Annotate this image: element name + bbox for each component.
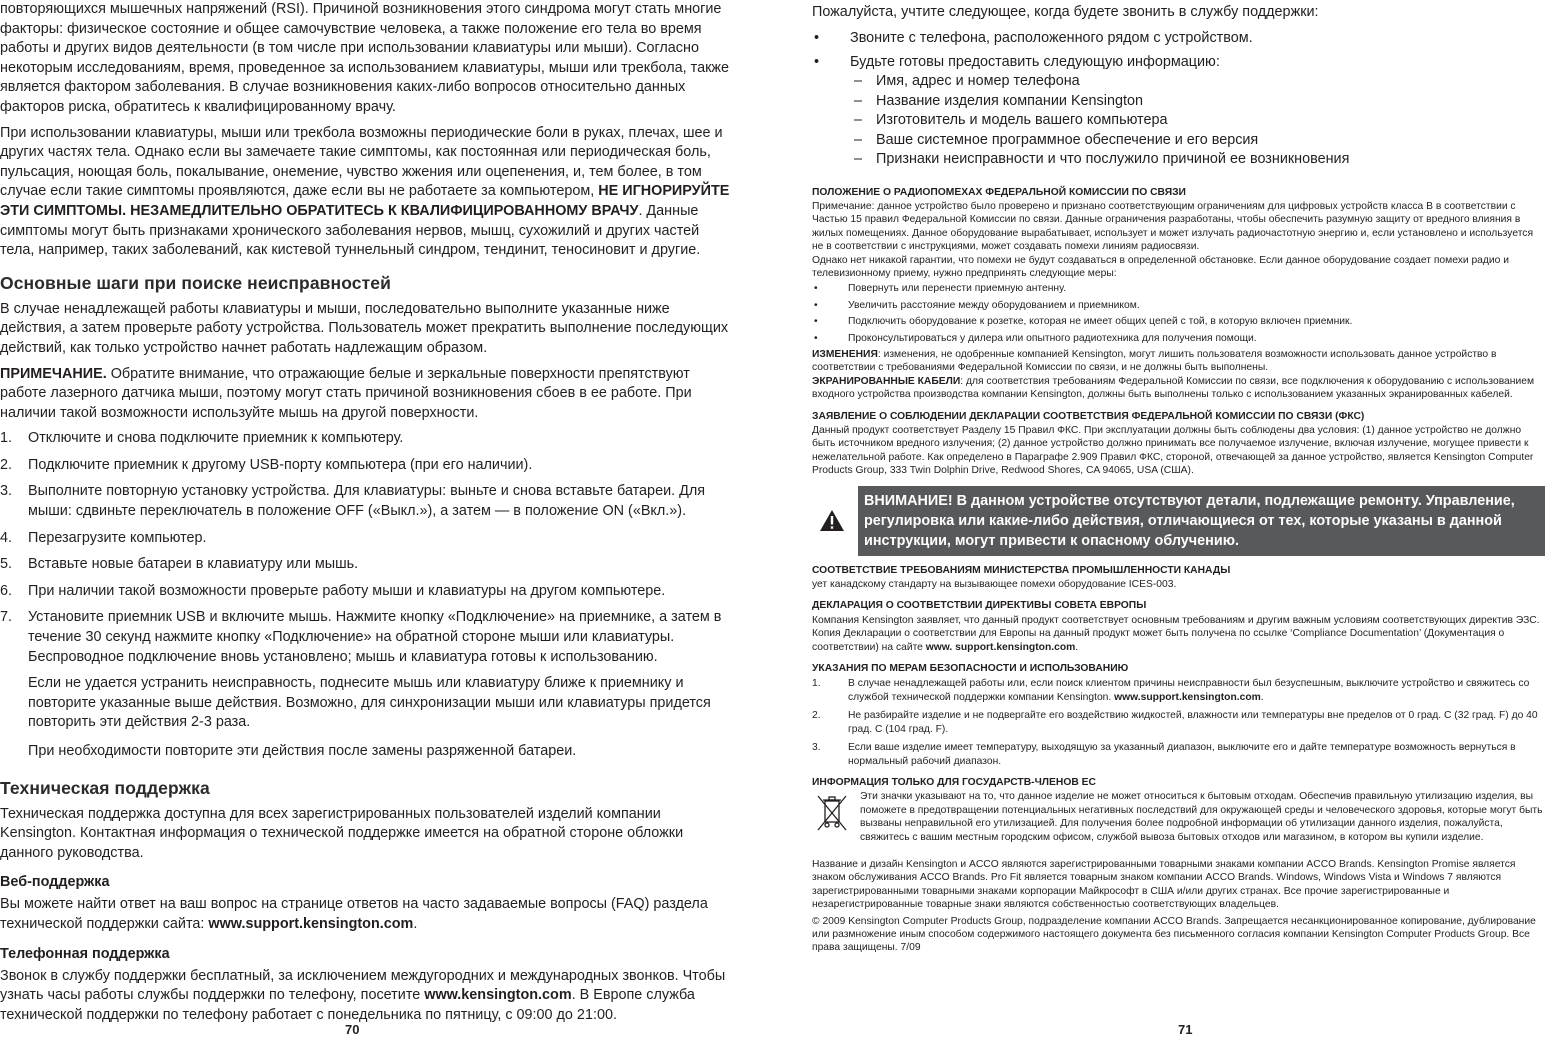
eu-heading: ИНФОРМАЦИЯ ТОЛЬКО ДЛЯ ГОСУДАРСТВ-ЧЛЕНОВ ЕС [812,776,1096,788]
page-number-right: 71 [1178,1022,1193,1037]
support-paragraph: Техническая поддержка доступна для всех зарегистрированных пользователей изделий компании Kensington. Контактная информация о технической поддержке имеется на обратной стороне обложки данного руководства. [0,805,684,861]
measure-item: • Проконсультироваться у дилера или опытного радиотехника для получения помощи. [812,332,1545,345]
phone-support-paragraph: Звонок в службу поддержки бесплатный, за исключением междугородних и международных звонков. Чтобы узнать часы работы службы поддержки по телефону, посетите www.kensington.com. В Европе служба технической поддержки по телефону работает с понедельника по пятницу, с 09:00 до 21:00. [0,967,726,1023]
ce-paragraph-1: Компания Kensington заявляет, что данный продукт соответствует основным требованиям и другим важным условиям соответствующих директив ЭЗС. [812,614,1540,626]
eu-disposal-block [812,790,1545,844]
safety-item: 1. В случае ненадлежащей работы или, если поиск клиентом причины неисправности был безуспешным, выключите устройство и свяжитесь со службой технической поддержки компании Kensington. www.support.kensington.com. [812,678,1530,703]
safety-item: 3. Если ваше изделие имеет температуру, выходящую за указанный диапазон, выключите его и дайте температуре возможность вернуться в нормальный рабочий диапазон. [812,742,1516,767]
troubleshooting-intro: В случае ненадлежащей работы клавиатуры и мыши, последовательно выполните указанные ниже действия, а затем проверьте работу устройства. Пользователь может прекратить выполнение последующих действий, как только устройство начнет работать надлежащим образом. [0,300,729,356]
safety-item: 2. Не разбирайте изделие и не подвергайте его воздействию жидкостей, влажности или температуры вне пределов от 0 град. С (32 град. F) до 40 град. С (104 град. F). [812,710,1538,735]
warning-triangle-icon [812,486,852,556]
compliance-link[interactable]: www. support.kensington.com [925,641,1076,653]
symptoms-paragraph: При использовании клавиатуры, мыши или трекбола возможны периодические боли в руках, плечах, шее и других частях тела. Однако если вы замечаете такие симптомы, как постоянная или периодическая боль, пульсация, ноющая боль, покалывание, онемение, чувство жжения или оцепенения, и, тем более, в том случае если такие симптомы проявляются, даже если вы не работаете за компьютером, НЕ ИГНОРИРУЙТЕ ЭТИ СИМПТОМЫ. НЕЗАМЕДЛИТЕЛЬНО ОБРАТИТЕСЬ К КВАЛИФИЦИРОВАННОМУ ВРАЧУ. Данные симптомы могут быть признаками хронического заболевания нервов, мышц, сухожилий и других частей тела, например, таких заболеваний, как кистевой туннельный синдром, тендинит, теносиновит и другие. [0,124,730,259]
eu-paragraph: Эти значки указывают на то, что данное изделие не может относиться к бытовым отходам. Обеспечив правильную утилизацию изделия, вы поможете в предотвращении потенциальных негативных последствий для окружающей среды и человеческого здоровья, которые могут быть вызваны неправильной его утилизацией. Для получения более подробной информации об утилизации данного изделия, пожалуйста, свяжитесь с вашим местным городским офисом, службой вывоза бытовых отходов или магазином, в котором вы купили изделие. [860,791,1543,843]
note-paragraph: ПРИМЕЧАНИЕ. Обратите внимание, что отражающие белые и зеркальные поверхности препятствуют работе лазерного датчика мыши, поэтому могут стать причиной возникновения сбоев в ее работе. При наличии такой возможности используйте мышь на другой поверхности. [0,365,692,421]
dash-item: – Ваше системное программное обеспечение и его версия [850,131,1545,151]
fcc-heading: ПОЛОЖЕНИЕ О РАДИОПОМЕХАХ ФЕДЕРАЛЬНОЙ КОМИССИИ ПО СВЯЗИ [812,186,1186,198]
ce-heading: ДЕКЛАРАЦИЯ О СООТВЕТСТВИИ ДИРЕКТИВЫ СОВЕТА ЕВРОПЫ [812,600,1147,612]
troubleshooting-steps [0,429,730,667]
dash-item: – Изготовитель и модель вашего компьютера [850,111,1545,131]
safety-heading: УКАЗАНИЯ ПО МЕРАМ БЕЗОПАСНОСТИ И ИСПОЛЬЗОВАНИЮ [812,663,1129,675]
shielded-cables-paragraph: ЭКРАНИРОВАННЫЕ КАБЕЛИ: для соответствия требованиям Федеральной Комиссии по связи, все подключения к оборудованию с использованием входного устройства производства компании Kensington, должны быть выполнены только с использованием указанных экранированных кабелей. [812,375,1535,401]
modifications-paragraph: ИЗМЕНЕНИЯ: изменения, не одобренные компанией Kensington, могут лишить пользователя возможности использовать данное устройство в соответствии с требованиями Федеральной Комиссии по связи, и не должны быть выполнены. [812,348,1497,374]
web-support-paragraph: Вы можете найти ответ на ваш вопрос на странице ответов на часто задаваемые вопросы (FAQ) раздела технической поддержки сайта: www.support.kensington.com. [0,896,708,932]
warning-callout [812,486,1545,556]
right-page [812,0,1545,1040]
safety-list [812,677,1545,767]
dash-item: – Название изделия компании Kensington [850,92,1545,112]
safety-support-link[interactable]: www.support.kensington.com [1114,691,1261,703]
phone-support-heading: Телефонная поддержка [0,945,170,962]
web-support-heading: Веб-поддержка [0,874,110,891]
fcc-paragraph-1: Примечание: данное устройство было проверено и признано соответствующим ограничениям для цифровых устройств класса В в соответствии с Частью 15 правил Федеральной Комиссии по связи. Данные ограничения разработаны, чтобы обеспечить разумную защиту от вредного влияния в жилых помещениях. Данное оборудование вырабатывает, использует и может излучать радиочастотную энергию и, если установлено и используется не в соответствии с инструкциями, может создавать помехи линиям радиосвязи. [812,200,1534,253]
call-intro: Пожалуйста, учтите следующее, когда будете звонить в службу поддержки: [812,4,1319,20]
step7-retry-note: Если не удается устранить неисправность, поднесите мышь или клавиатуру ближе к приемнику и повторите указанные выше действия. Возможно, для синхронизации мыши или клавиатуры придется повторить эти действия 2-3 раза. [28,675,711,731]
rsi-paragraph: повторяющихся мышечных напряжений (RSI). Причиной возникновения этого синдрома могут стать многие факторы: физическое состояние и общее самочувствие человека, а также положение его тела во время работы и других видов деятельности (в том числе при использовании клавиатуры или мыши). Согласно некоторым исследованиям, время, проведенное за использованием клавиатуры, мыши или трекбола, также является фактором заболевания. В случае возникновения каких-либо вопросов относительно данных факторов риска, обратитесь к квалифицированному врачу. [0,1,729,115]
trademark-paragraph: Название и дизайн Kensington и ACCO являются зарегистрированными товарными знаками компании ACCO Brands. Kensington Promise является знаком обслуживания ACCO Brands. Pro Fit является товарным знаком компании ACCO Brands. Windows, Windows Vista и Windows 7 являются зарегистрированными товарными знаками корпорации Майкрософт в США и/или других странах. Все прочие зарегистрированные и незарегистрированные товарные знаки являются собственностью соответствующих владельцев. [812,858,1516,911]
ic-paragraph: ует канадскому стандарту на вызывающее помехи оборудование ICES-003. [812,579,1177,591]
ic-heading: СООТВЕТСТВИЕ ТРЕБОВАНИЯМ МИНИСТЕРСТВА ПРОМЫШЛЕННОСТИ КАНАДЫ [812,564,1231,576]
step-item: 1. Отключите и снова подключите приемник к компьютеру. [0,430,404,447]
crossed-out-wheelie-bin-icon [812,792,852,836]
info-list [850,72,1545,170]
step-item: 4. Перезагрузите компьютер. [0,529,207,546]
kensington-site-link[interactable]: www.kensington.com [424,987,572,1004]
step-item: 5. Вставьте новые батареи в клавиатуру или мышь. [0,556,359,573]
measure-item: • Повернуть или перенести приемную антенну. [812,282,1545,295]
call-bullets [812,28,1545,170]
note-label: ПРИМЕЧАНИЕ. [0,365,107,382]
support-site-link[interactable]: www.support.kensington.com [208,915,414,932]
dash-item: – Имя, адрес и номер телефона [850,72,1545,92]
dash-item: – Признаки неисправности и что послужило причиной ее возникновения [850,150,1545,170]
bullet-item: • Звоните с телефона, расположенного рядом с устройством. [812,28,1545,48]
step-item: 2. Подключите приемник к другому USB-порту компьютера (при его наличии). [0,456,533,473]
fcc-doc-paragraph: Данный продукт соответствует Разделу 15 Правил ФКС. При эксплуатации должны быть соблюдены два условия: (1) данное устройство не должно быть источником вредного излучения; (2) данное устройство должно принимать все получаемое излучение, включая излучение, могущее привести к нежелательной работе. Как определено в Параграфе 2.909 Правил ФКС, стороной, отвечающей за данное устройство, является Kensington Computer Products Group, 333 Twin Dolphin Drive, Redwood Shores, CA 94065, USA (США). [812,425,1534,477]
support-heading: Техническая поддержка [0,777,210,798]
troubleshooting-heading: Основные шаги при поиске неисправностей [0,272,391,293]
warning-text: ВНИМАНИЕ! В данном устройстве отсутствуют детали, подлежащие ремонту. Управление, регулировка или какие-либо действия, отличающиеся от тех, которые указаны в данной инструкции, могут привести к опасному облучению. [858,486,1545,556]
copyright-paragraph: © 2009 Kensington Computer Products Group, подразделение компании ACCO Brands. Запрещается несанкционированное копирование, дублирование или размножение иным способом содержимого настоящего документа без письменного согласия компании Kensington Computer Products Group. Все права защищены. 7/09 [812,915,1536,954]
symptoms-warning: НЕ ИГНОРИРУЙТЕ ЭТИ СИМПТОМЫ. НЕЗАМЕДЛИТЕЛЬНО ОБРАТИТЕСЬ К КВАЛИФИЦИРОВАННОМУ ВРАЧУ [0,183,730,219]
bullet-item: • Будьте готовы предоставить следующую информацию: – Имя, адрес и номер телефона – Название изделия компании Kensington – Изготовитель и модель вашего компьютера – Ваше системное программное обеспечение и его версия – Признаки неисправности и что послужило причиной ее возникновения [812,52,1545,170]
step-item: 6. При наличии такой возможности проверьте работу мыши и клавиатуры на другом компьютере. [0,582,666,599]
step-item: 3. Выполните повторную установку устройства. Для клавиатуры: выньте и снова вставьте батареи. Для мыши: сдвиньте переключатель в положение OFF («Выкл.»), а затем — в положение ON («Вкл.»). [0,483,706,520]
step-item: 7. Установите приемник USB и включите мышь. Нажмите кнопку «Подключение» на приемнике, а затем в течение 30 секунд нажмите кнопку «Подключение» на обратной стороне мыши или клавиатуры. Беспроводное подключение вновь установлено; мышь и клавиатура готовы к использованию. [0,609,722,665]
fcc-measures [812,282,1545,345]
measure-item: • Подключить оборудование к розетке, которая не имеет общих цепей с той, в которую включен приемник. [812,315,1545,328]
measure-item: • Увеличить расстояние между оборудованием и приемником. [812,299,1545,312]
fcc-doc-heading: ЗАЯВЛЕНИЕ О СОБЛЮДЕНИИ ДЕКЛАРАЦИИ СООТВЕТСТВИЯ ФЕДЕРАЛЬНОЙ КОМИССИИ ПО СВЯЗИ (ФКС) [812,410,1365,422]
fcc-paragraph-2: Однако нет никакой гарантии, что помехи не будут создаваться в определенной обстановке. Если данное оборудование создает помехи радио и телевизионному приему, нужно предпринять следующие меры: [812,254,1510,279]
page-number-left: 70 [345,1022,360,1037]
step7-battery-note: При необходимости повторите эти действия после замены разряженной батареи. [28,743,577,759]
left-page [0,0,730,1040]
ce-paragraph-2: Копия Декларации о соответствии для Европы на данный продукт может быть получена по ссылке ‘Compliance Documentation’ (Документация о соответствии) на сайте www. support.kensington.com. [812,628,1505,653]
